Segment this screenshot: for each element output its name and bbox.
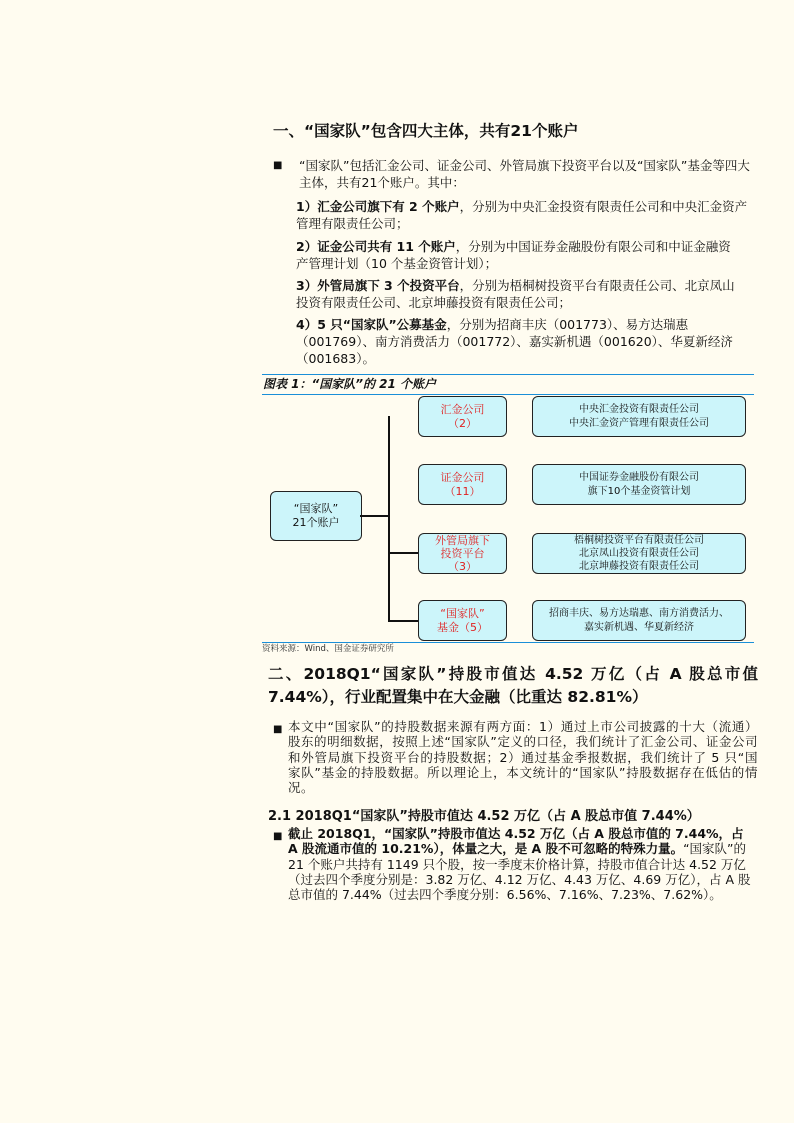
item-2-text: ，分别为中国证券金融股份有限公司和中证金融资产管理计划（10 个基金资管计划）； [296,239,731,271]
subsection-bold-text: 截止 2018Q1，“国家队”持股市值达 4.52 万亿（占 A 股总市值的 7.44%，占 A 股流通市值的 10.21%），体量之大，是 A 股不可忽略的特殊力量。 [288,826,744,857]
branch-label: “国家队” [440,606,485,620]
detail-huijin [532,396,746,437]
branch-huijin [418,396,507,437]
branch-fund [418,600,507,641]
connector [360,515,389,517]
item-1 [296,198,758,232]
detail-line: 梧桐树投资平台有限责任公司 [574,535,704,546]
bullet-icon: ■ [273,160,283,171]
item-3-bold: 3）外管局旗下 3 个投资平台 [296,278,460,293]
section1-heading: 一、“国家队”包含四大主体，共有21个账户 [273,122,579,140]
item-1-bold: 1）汇金公司旗下有 2 个账户 [296,199,460,214]
connector-vertical [388,416,390,621]
item-3 [296,277,746,311]
branch-count: （3） [448,560,477,573]
detail-line: 中央汇金资产管理有限责任公司 [569,417,709,429]
section2-heading: 二、2018Q1“国家队”持股市值达 4.52 万亿（占 A 股总市值 7.44%），行业配置集中在大金融（比重达 82.81%） [268,665,758,706]
detail-line: 北京凤山投资有限责任公司 [579,548,699,559]
branch-label: 证金公司 [440,470,485,484]
section1-intro: “国家队”包括汇金公司、证金公司、外管局旗下投资平台以及“国家队”基金等四大主体，共有21个账户。其中： [299,158,750,190]
branch-waiguanju [418,533,507,574]
detail-waiguanju [532,533,746,574]
detail-line: 中国证券金融股份有限公司 [579,471,699,483]
detail-line: 北京坤藤投资有限责任公司 [579,561,699,572]
item-2-bold: 2）证金公司共有 11 个账户 [296,239,456,254]
detail-line: 招商丰庆、易方达瑞惠、南方消费活力、 [549,607,729,619]
branch-label: 投资平台 [440,547,485,560]
root-line2: 21个账户 [292,516,340,529]
detail-line: 嘉实新机遇、华夏新经济 [584,621,694,633]
item-1-text: ，分别为中央汇金投资有限责任公司和中央汇金资产管理有限责任公司； [296,199,748,231]
detail-zhengjin [532,464,746,505]
detail-line: 中央汇金投资有限责任公司 [579,403,699,415]
item-4-text: ，分别为招商丰庆（001773）、易方达瑞惠（001769）、南方消费活力（001772）、嘉实新机遇（001620）、华夏新经济（001683）。 [296,317,733,366]
subsection-heading: 2.1 2018Q1“国家队”持股市值达 4.52 万亿（占 A 股总市值 7.44%） [268,809,700,824]
item-4 [296,316,746,367]
subsection-text: “国家队”的 21 个账户共持有 1149 只个股，按一季度末价格计算，持股市值合计达 4.52 万亿（过去四个季度分别是：3.82 万亿、4.12 万亿、4.43 万亿、4.69 万亿），占 A 股总市值的 7.44%（过去四个季度分别：6.56%、7.16%、7.23%、7.62%）。 [288,841,751,903]
subsection-paragraph [288,826,754,902]
branch-count: （2） [448,416,477,430]
bullet-icon: ■ [273,831,283,842]
connector [388,552,418,554]
root-node [270,491,362,541]
bullet-icon: ■ [273,724,283,735]
item-2 [296,238,736,272]
connector [388,620,418,622]
branch-zhengjin [418,464,507,505]
branch-label: 外管局旗下 [435,534,490,547]
figure-caption: 图表 1：“国家队”的 21 个账户 [263,377,437,391]
detail-fund [532,600,746,641]
item-3-text: ，分别为梧桐树投资平台有限责任公司、北京凤山投资有限责任公司、北京坤藤投资有限责任公司； [296,278,735,310]
caption-bottom-rule [262,394,754,395]
detail-line: 旗下10个基金资管计划 [587,485,691,497]
section2-paragraph: 本文中“国家队”的持股数据来源有两方面：1）通过上市公司披露的十大（流通）股东的明细数据，按照上述“国家队”定义的口径，我们统计了汇金公司、证金公司和外管局旗下投资平台的持股数据；2）通过基金季报数据，我们统计了 5 只“国家队”基金的持股数据。所以理论上，本文统计的“国家队”持股数据存在低估的情况。 [288,719,758,796]
branch-count: 基金（5） [437,620,488,634]
item-4-bold: 4）5 只“国家队”公募基金 [296,317,447,332]
branch-label: 汇金公司 [440,402,485,416]
root-line1: “国家队” [293,502,339,515]
figure-source: 资料来源：Wind、国金证券研究所 [262,644,394,654]
branch-count: （11） [444,484,481,498]
